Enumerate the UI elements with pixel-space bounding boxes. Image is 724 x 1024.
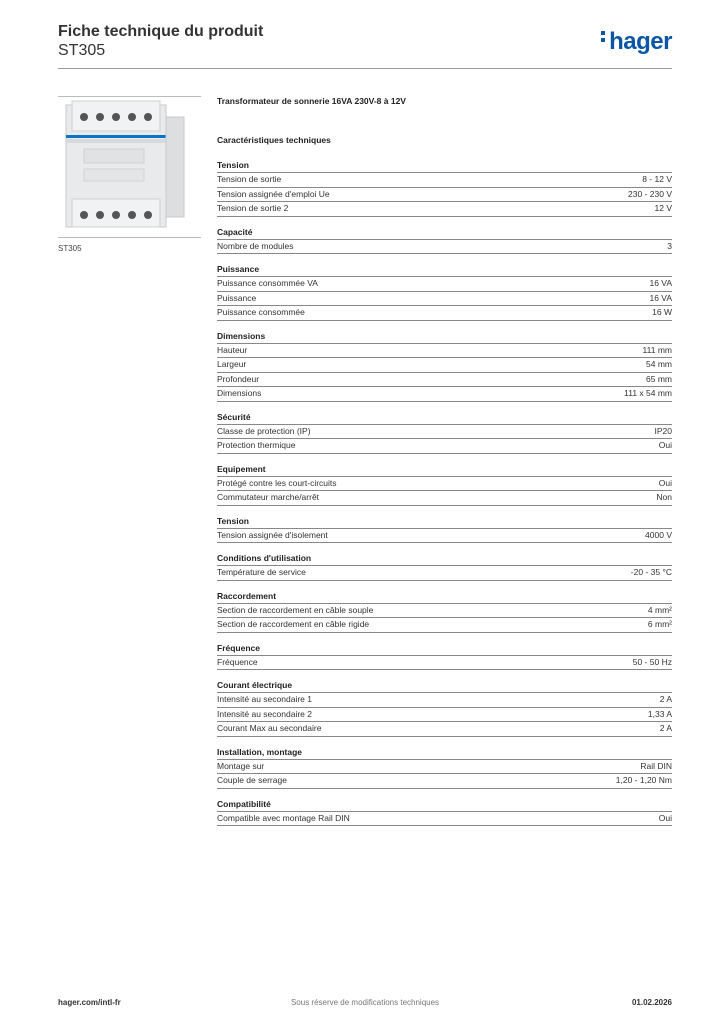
spec-label: Tension de sortie	[217, 174, 282, 184]
product-reference: ST305	[58, 42, 106, 59]
spec-label: Section de raccordement en câble souple	[217, 604, 374, 615]
spec-row	[217, 722, 672, 737]
spec-label: Profondeur	[217, 373, 260, 384]
spec-value: 8 - 12 V	[642, 174, 672, 184]
spec-group-title: Compatibilité	[217, 799, 672, 812]
image-caption: ST305	[58, 244, 82, 253]
spec-label: Protégé contre les court-circuits	[217, 477, 337, 488]
spec-row	[217, 240, 672, 255]
spec-group-title: Capacité	[217, 227, 672, 240]
product-image	[58, 96, 201, 238]
section-title: Caractéristiques techniques	[217, 135, 331, 145]
page-footer	[58, 998, 672, 1010]
spec-row	[217, 529, 672, 544]
spec-row	[217, 425, 672, 440]
spec-label: Tension assignée d'emploi Ue	[217, 188, 330, 199]
spec-row	[217, 306, 672, 321]
spec-row	[217, 760, 672, 775]
spec-group-title: Conditions d'utilisation	[217, 553, 672, 566]
spec-label: Commutateur marche/arrêt	[217, 492, 320, 502]
spec-value: 16 VA	[649, 292, 672, 303]
spec-value: 50 - 50 Hz	[632, 656, 672, 667]
spec-group-title: Raccordement	[217, 591, 672, 604]
footer-date: 01.02.2026	[631, 998, 672, 1007]
spec-group	[217, 643, 672, 671]
spec-row	[217, 774, 672, 789]
spec-label: Hauteur	[217, 344, 248, 355]
spec-label: Intensité au secondaire 2	[217, 708, 312, 719]
spec-group-title: Tension	[217, 516, 672, 529]
spec-row	[217, 477, 672, 492]
spec-label: Protection thermique	[217, 440, 296, 450]
page-header	[58, 22, 672, 68]
spec-label: Intensité au secondaire 1	[217, 694, 312, 704]
spec-value: 2 A	[659, 723, 672, 733]
footer-disclaimer: Sous réserve de modifications techniques	[290, 998, 440, 1007]
spec-value: 16 VA	[649, 278, 672, 288]
spec-group	[217, 331, 672, 402]
transformer-module-icon	[58, 97, 201, 237]
spec-label: Tension de sortie 2	[217, 203, 289, 213]
spec-value: Oui	[658, 440, 672, 450]
spec-group	[217, 680, 672, 737]
spec-value: 54 mm	[646, 359, 672, 369]
spec-value: Oui	[658, 477, 672, 488]
spec-row	[217, 656, 672, 671]
spec-row	[217, 373, 672, 388]
spec-row	[217, 387, 672, 402]
spec-value: 6 mm²	[647, 619, 672, 629]
spec-value: 111 x 54 mm	[624, 388, 672, 398]
spec-value: IP20	[654, 425, 672, 436]
spec-value: 111 mm	[642, 344, 672, 355]
spec-group-title: Dimensions	[217, 331, 672, 344]
spec-value: Non	[656, 492, 672, 502]
spec-value: Oui	[658, 812, 672, 823]
spec-group	[217, 160, 672, 217]
spec-value: 4 mm²	[647, 604, 672, 615]
spec-value: 4000 V	[645, 529, 672, 540]
spec-value: 3	[667, 240, 672, 251]
spec-value: 12 V	[654, 203, 672, 213]
spec-group	[217, 516, 672, 544]
document-title: Fiche technique du produit	[58, 23, 264, 40]
spec-group-title: Puissance	[217, 264, 672, 277]
spec-row	[217, 604, 672, 619]
header-divider	[58, 68, 672, 69]
spec-group	[217, 553, 672, 581]
spec-value: 1,33 A	[647, 708, 672, 719]
spec-label: Largeur	[217, 359, 247, 369]
spec-row	[217, 344, 672, 359]
spec-group	[217, 264, 672, 321]
spec-label: Couple de serrage	[217, 775, 287, 785]
spec-row	[217, 812, 672, 827]
spec-group-title: Courant électrique	[217, 680, 672, 693]
spec-group	[217, 799, 672, 827]
spec-value: Rail DIN	[640, 760, 672, 771]
spec-label: Nombre de modules	[217, 240, 294, 251]
spec-label: Puissance	[217, 292, 257, 303]
spec-label: Compatible avec montage Rail DIN	[217, 812, 350, 823]
spec-value: 1,20 - 1,20 Nm	[615, 775, 672, 785]
logo-text: hager	[609, 28, 672, 55]
spec-row	[217, 202, 672, 217]
spec-label: Puissance consommée VA	[217, 278, 318, 288]
spec-group	[217, 227, 672, 255]
spec-groups	[217, 160, 672, 826]
spec-group-title: Sécurité	[217, 412, 672, 425]
spec-value: 65 mm	[646, 373, 672, 384]
spec-group	[217, 747, 672, 789]
spec-row	[217, 566, 672, 581]
spec-row	[217, 491, 672, 506]
spec-group-title: Installation, montage	[217, 747, 672, 760]
spec-value: 230 - 230 V	[628, 188, 672, 199]
spec-label: Puissance consommée	[217, 307, 305, 317]
spec-row	[217, 358, 672, 373]
hager-logo	[601, 28, 672, 56]
footer-website-link[interactable]: hager.com/intl-fr	[58, 998, 121, 1007]
spec-group-title: Fréquence	[217, 643, 672, 656]
spec-row	[217, 292, 672, 307]
spec-label: Température de service	[217, 567, 306, 577]
spec-row	[217, 173, 672, 188]
spec-value: 16 W	[652, 307, 672, 317]
spec-label: Tension assignée d'isolement	[217, 529, 328, 540]
product-title: Transformateur de sonnerie 16VA 230V-8 à 12V	[217, 96, 406, 106]
spec-group-title: Tension	[217, 160, 672, 173]
spec-row	[217, 618, 672, 633]
spec-label: Fréquence	[217, 656, 258, 667]
spec-label: Courant Max au secondaire	[217, 723, 322, 733]
spec-row	[217, 277, 672, 292]
spec-group-title: Equipement	[217, 464, 672, 477]
spec-group	[217, 464, 672, 506]
spec-content	[217, 96, 672, 836]
spec-row	[217, 439, 672, 454]
spec-label: Montage sur	[217, 760, 265, 771]
spec-value: -20 - 35 °C	[630, 567, 672, 577]
spec-label: Classe de protection (IP)	[217, 425, 311, 436]
spec-row	[217, 188, 672, 203]
spec-group	[217, 412, 672, 454]
spec-group	[217, 591, 672, 633]
spec-row	[217, 693, 672, 708]
logo-dots-icon	[601, 31, 607, 45]
spec-value: 2 A	[659, 694, 672, 704]
spec-label: Section de raccordement en câble rigide	[217, 619, 370, 629]
spec-row	[217, 708, 672, 723]
spec-label: Dimensions	[217, 388, 262, 398]
